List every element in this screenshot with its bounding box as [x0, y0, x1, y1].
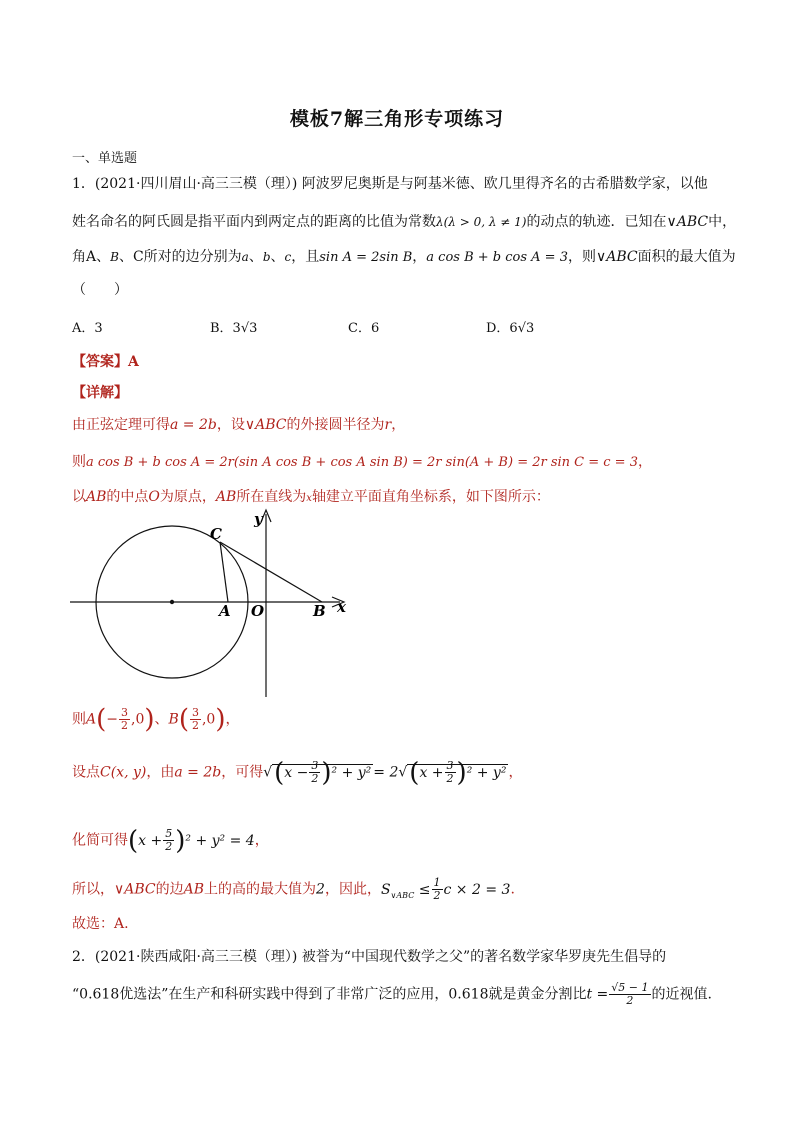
q2-line2-a: “0.618优选法”在生产和科研实践中得到了非常广泛的应用，0.618就是黄金分割比 [72, 986, 587, 1003]
s7-e: 上的高的最大值为 [204, 881, 317, 898]
q1-option-a: A．3 [72, 321, 103, 336]
frac-num: 3 [121, 706, 129, 719]
frac-num: 1 [433, 876, 441, 889]
s4-a: 则 [72, 711, 86, 728]
s7-f: 2 [316, 881, 325, 898]
q1-step-3 [72, 487, 550, 509]
frac-den: 2 [446, 772, 454, 785]
q1-line3-a: 角A、 [72, 249, 111, 265]
s5-h: ² + y² [331, 764, 372, 781]
frac-3-2-b [190, 707, 201, 732]
frac-num: √5 − 1 [611, 981, 649, 994]
s6-a: 化简可得 [72, 832, 128, 849]
q1-line3-c: 、C所对的边分别为 [118, 249, 242, 265]
s1-c: ，设∨ [216, 417, 256, 433]
segment-cb [220, 542, 322, 602]
s3-e: 为原点， [159, 489, 216, 505]
q1-line3-i: ，且 [291, 249, 320, 265]
s3-c: 的中点 [106, 489, 149, 505]
frac-3-2-a [119, 707, 130, 732]
q2-line2 [72, 982, 712, 1007]
s1-e: 的外接圆半径为 [286, 417, 385, 433]
s5-l: ² + y² [466, 764, 507, 781]
s7-h: S [380, 881, 391, 898]
q1-line3-b: B [110, 250, 119, 264]
s4-b: A [86, 711, 97, 728]
circle-center [170, 600, 174, 604]
s4-f: 、 [154, 711, 169, 728]
q2-line1: 2．(2021·陕西咸阳·高三三模（理）) 被誉为“中国现代数学之父”的著名数学家华罗庚先生倡导的 [72, 949, 667, 965]
q1-blank: （ ） [72, 282, 128, 298]
s5-c: ，由 [146, 764, 175, 781]
q1-line3-n: ABC [606, 249, 638, 265]
q1-step-4: 则A(− $\frac{3}{2}$ ,0)、B( $\frac{3}{2}$ ,0)， [72, 704, 240, 735]
s2-b: a cos B + b cos A = 2r(sin A cos B + cos A sin B) = 2r sin(A + B) = 2r sin C = c = 3 [86, 455, 638, 470]
s7-g: ，因此， [324, 881, 381, 898]
s1-a: 由正弦定理可得 [72, 417, 170, 433]
q1-line2-text: 姓名命名的阿氏圆是指平面内到两定点的距离的比值为常数 [72, 214, 436, 230]
s5-f: x − [284, 764, 309, 781]
q1-option-d: D．6√3 [486, 321, 535, 336]
q1-option-c: C．6 [348, 321, 380, 336]
coordinate-figure [70, 508, 360, 700]
label-x: x [337, 598, 346, 616]
q1-answer: 【答案】A [72, 354, 139, 370]
s4-e: ,0 [131, 711, 145, 728]
s5-j: x + [419, 764, 444, 781]
frac-5-2 [163, 828, 174, 853]
q1-step-1 [72, 415, 405, 435]
s3-b: AB [86, 489, 107, 505]
s2-c: ， [637, 454, 652, 470]
label-b: B [313, 602, 326, 620]
q2-line2-b: t = [586, 986, 609, 1003]
s6-e: ， [254, 832, 269, 849]
q1-step-6: 化简可得(x + $\frac{5}{2}$ )² + y² = 4， [72, 825, 269, 856]
s7-i: ≤ [418, 881, 431, 898]
frac-num: 3 [191, 706, 199, 719]
q1-line1: 1．(2021·四川眉山·高三三模（理）) 阿波罗尼奥斯是与阿基米德、欧几里得齐名的古希腊数学家，以他 [72, 176, 708, 192]
s7-h-sub: ∨ABC [390, 890, 415, 900]
q1-option-b: B．3√3 [210, 321, 258, 336]
frac-den: 2 [121, 719, 129, 732]
frac-den: 2 [626, 994, 634, 1007]
s1-f: r [384, 417, 392, 433]
frac-num: 3 [311, 759, 319, 772]
q1-triangle-name: ABC [676, 214, 709, 230]
label-c: C [210, 525, 222, 543]
s4-i: ,0 [201, 711, 216, 728]
q1-condition-sin: sin A = 2sin B [319, 250, 413, 265]
frac-3-2-c [309, 760, 320, 785]
s2-a: 则 [72, 454, 86, 470]
frac-den: 2 [191, 719, 199, 732]
s4-j: ， [225, 711, 240, 728]
q1-line3-h: c [284, 250, 292, 264]
q1-choose: 故选：A. [72, 916, 129, 932]
s7-d: AB [183, 881, 205, 898]
frac-1-2 [432, 877, 443, 902]
s3-a: 以 [72, 489, 86, 505]
s3-g: 所在直线为 [236, 489, 307, 505]
s5-d: a = 2b [174, 764, 222, 781]
s3-i: 轴建立平面直角坐标系，如下图所示： [311, 489, 550, 505]
label-y: y [254, 510, 263, 528]
s7-l: . [510, 881, 515, 898]
s3-f: AB [215, 489, 237, 505]
s7-c: 的边 [155, 881, 184, 898]
section-heading: 一、单选题 [72, 151, 138, 166]
s3-h: x [306, 493, 312, 504]
s5-b: C(x, y) [100, 764, 147, 781]
s5-a: 设点 [72, 764, 100, 781]
frac-num: 5 [165, 827, 173, 840]
s1-d: ABC [255, 417, 287, 433]
s5-i: = 2 [373, 764, 399, 781]
label-a: A [219, 602, 231, 620]
q1-detail-label: 【详解】 [72, 385, 128, 401]
s7-a: 所以，∨ [72, 881, 125, 898]
page-title: 模板7解三角形专项练习 [289, 108, 505, 130]
s6-d: ² + y² = 4 [185, 832, 255, 849]
frac-den: 2 [311, 772, 319, 785]
q1-line3-g: 、 [270, 249, 285, 265]
q1-line3-f: b [262, 250, 271, 264]
q1-line3-m: ，则∨ [567, 249, 607, 265]
q1-line3-e: 、 [248, 249, 263, 265]
frac-3-2-d [445, 760, 456, 785]
s1-b: a = 2b [170, 417, 217, 433]
q1-step-5: 设点C(x, y)，由a = 2b，可得√(x − $\frac{3}{2}$ )² + y² = 2√(x + $\frac{3}{2}$ )² + y² ， [72, 757, 523, 788]
q1-lambda-condition: λ(λ > 0, λ ≠ 1) [436, 215, 527, 229]
segment-ca [220, 542, 228, 602]
s4-c: − [106, 711, 119, 728]
s5-m: ， [508, 764, 523, 781]
label-o: O [251, 602, 265, 620]
q1-step-2 [72, 452, 652, 473]
q1-line3 [72, 247, 736, 268]
frac-den: 2 [165, 840, 173, 853]
q1-step-7 [72, 877, 515, 905]
s4-g: B [168, 711, 179, 728]
q1-line2-text3: 中， [708, 214, 737, 230]
q1-line3-o: 面积的最大值为 [637, 249, 736, 265]
s1-g: ， [391, 417, 406, 433]
s7-k: c × 2 = 3 [443, 881, 511, 898]
s5-e: ，可得 [221, 764, 264, 781]
frac-den: 2 [433, 889, 441, 902]
q1-line2 [72, 212, 736, 232]
q1-condition-cos: a cos B + b cos A = 3 [426, 250, 568, 265]
q2-line2-c: 的近视值. [651, 986, 712, 1003]
q1-line3-k: ， [412, 249, 427, 265]
q1-line3-d: a [241, 250, 249, 264]
frac-num: 3 [446, 759, 454, 772]
s7-b: ABC [124, 881, 156, 898]
s3-d: O [148, 489, 160, 505]
golden-ratio-frac [609, 982, 650, 1007]
s6-b: x + [138, 832, 163, 849]
q1-line2-text2: 的动点的轨迹．已知在∨ [526, 214, 677, 230]
